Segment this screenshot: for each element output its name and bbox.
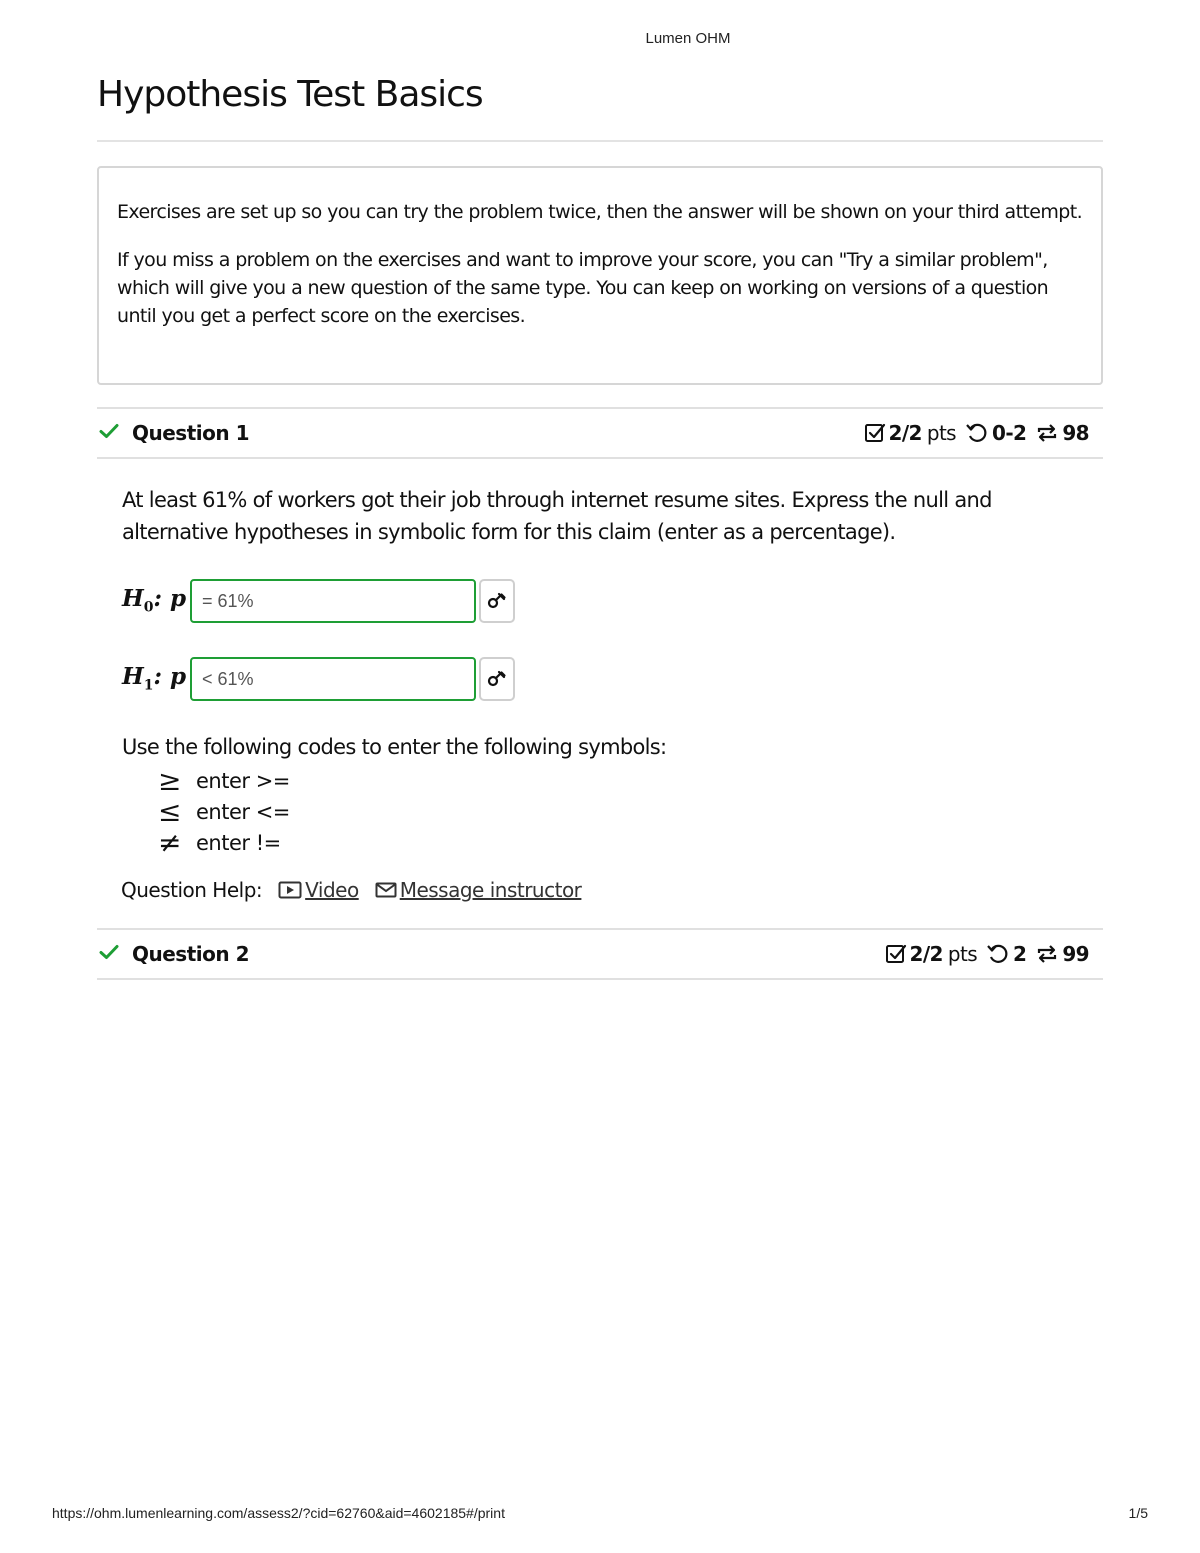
symbol-code-row [158, 827, 281, 858]
question-1-title: Question 1 [132, 421, 249, 445]
retry-icon [1035, 943, 1059, 965]
title-divider [97, 140, 1103, 142]
question-help-label: Question Help: [121, 878, 263, 902]
question-1-header[interactable] [97, 407, 1103, 459]
message-instructor-label: Message instructor [399, 878, 582, 902]
attempts-undo-icon [986, 943, 1010, 965]
h0-answer-input[interactable] [190, 579, 476, 623]
h0-label: $H_0$: p [122, 585, 187, 616]
check-icon [99, 423, 119, 439]
question-help [121, 878, 581, 902]
print-header: Lumen OHM [645, 30, 731, 47]
question-2-title: Question 2 [132, 942, 249, 966]
symbol-code-row [158, 796, 290, 827]
h1-label: $H_1$: p [122, 663, 187, 694]
page-title: Hypothesis Test Basics [97, 74, 483, 115]
question-2-attempts: 2 [1013, 942, 1027, 966]
question-2-score: 2/2 [909, 942, 943, 966]
instructions-paragraph-1: Exercises are set up so you can try the problem twice, then the answer will be shown on your third attempt. [117, 201, 1083, 223]
question-2-meta [885, 942, 1089, 966]
print-footer-page-number: 1/5 [1128, 1505, 1148, 1521]
symbol-code-instruction: enter <= [196, 799, 290, 824]
video-link-label: Video [305, 878, 359, 902]
question-1-attempts: 0-2 [992, 421, 1027, 445]
symbol-code-instruction: enter != [196, 830, 281, 855]
message-instructor-link[interactable] [375, 878, 582, 902]
question-1-score-unit: pts [926, 421, 957, 445]
question-1-meta [864, 421, 1090, 445]
check-icon [99, 944, 119, 960]
retry-icon [1035, 422, 1059, 444]
question-1-score: 2/2 [888, 421, 922, 445]
video-link[interactable] [278, 878, 359, 902]
h1-answer-input[interactable] [190, 657, 476, 701]
not-equal-symbol: ≠ [158, 826, 181, 859]
symbol-code-instruction: enter >= [196, 768, 290, 793]
question-2-score-unit: pts [947, 942, 978, 966]
print-footer-url: https://ohm.lumenlearning.com/assess2/?cid=62760&aid=4602185#/print [52, 1505, 505, 1521]
symbol-codes-intro: Use the following codes to enter the following symbols: [122, 735, 667, 759]
greater-equal-symbol: ≥ [158, 764, 181, 797]
instructions-box [97, 166, 1103, 385]
h0-preview-button[interactable] [479, 579, 515, 623]
symbol-code-row [158, 765, 290, 796]
question-2-retries: 99 [1062, 942, 1089, 966]
question-1-text: At least 61% of workers got their job through internet resume sites. Express the null and alternative hypotheses in symbolic form for this claim (enter as a percentage). [122, 488, 992, 544]
less-equal-symbol: ≤ [158, 795, 181, 828]
video-icon [278, 881, 302, 899]
h1-preview-button[interactable] [479, 657, 515, 701]
score-checkbox-icon [864, 422, 886, 444]
envelope-icon [375, 881, 397, 899]
preview-eye-icon [487, 670, 507, 688]
instructions-paragraph-2: If you miss a problem on the exercises and want to improve your score, you can "Try a similar problem", which will give you a new question of the same type. You can keep on working on versions of a question until you get a perfect score on the exercises. [117, 249, 1049, 327]
attempts-undo-icon [965, 422, 989, 444]
question-2-header[interactable] [97, 928, 1103, 980]
preview-eye-icon [487, 592, 507, 610]
question-1-retries: 98 [1062, 421, 1089, 445]
score-checkbox-icon [885, 943, 907, 965]
